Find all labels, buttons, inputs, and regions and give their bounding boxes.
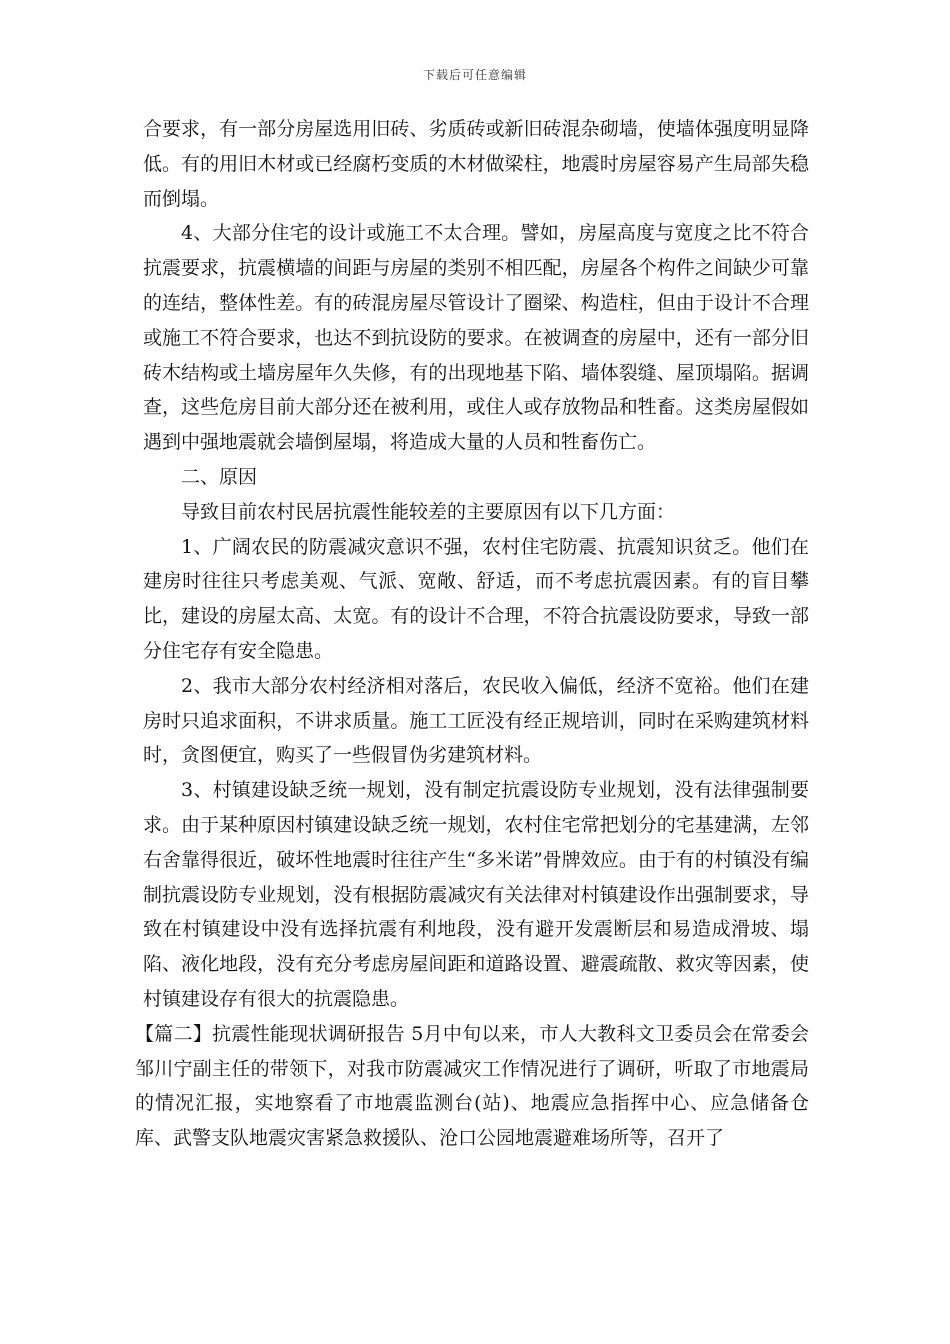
paragraph-point-4: 4、大部分住宅的设计或施工不太合理。譬如，房屋高度与宽度之比不符合抗震要求，抗震横墙的间距与房屋的类别不相匹配，房屋各个构件之间缺少可靠的连结，整体性差。有的砖混房屋尽管设计了圈梁、构造柱，但由于设计不合理或施工不符合要求，也达不到抗设防的要求。在被调查的房屋中，还有一部分旧砖木结构或土墙房屋年久失修，有的出现地基下陷、墙体裂缝、屋顶塌陷。据调查，这些危房目前大部分还在被利用，或住人或存放物品和牲畜。这类房屋假如遇到中强地震就会墙倒屋塌，将造成大量的人员和牲畜伤亡。 <box>143 222 809 454</box>
paragraph-part-two: 【篇二】抗震性能现状调研报告 5月中旬以来，市人大教科文卫委员会在常委会邹川宁副主任的带领下，对我市防震减灾工作情况进行了调研，听取了市地震局的情况汇报，实地察看了市地震监测台(站)、地震应急指挥中心、应急储备仓库、武警支队地震灾害紧急救援队、沧口公园地震避难场所等，召开了 <box>135 1022 809 1150</box>
paragraph-cause-2: 2、我市大部分农村经济相对落后，农民收入偏低，经济不宽裕。他们在建房时只追求面积，不讲求质量。施工工匠没有经正规培训，同时在采购建筑材料时，贪图便宜，购买了一些假冒伪劣建筑材料。 <box>143 674 809 767</box>
section-heading-causes: 二、原因 <box>181 465 258 488</box>
paragraph-causes-intro: 导致目前农村民居抗震性能较差的主要原因有以下几方面： <box>181 500 676 523</box>
paragraph-continuation: 合要求，有一部分房屋选用旧砖、劣质砖或新旧砖混杂砌墙，使墙体强度明显降低。有的用旧木材或已经腐朽变质的木材做梁柱，地震时房屋容易产生局部失稳而倒塌。 <box>143 118 809 210</box>
paragraph-cause-1: 1、广阔农民的防震减灾意识不强，农村住宅防震、抗震知识贫乏。他们在建房时往往只考虑美观、气派、宽敞、舒适，而不考虑抗震因素。有的盲目攀比，建设的房屋太高、太宽。有的设计不合理，不符合抗震设防要求，导致一部分住宅存有安全隐患。 <box>143 535 809 662</box>
paragraph-cause-3: 3、村镇建设缺乏统一规划，没有制定抗震设防专业规划，没有法律强制要求。由于某种原因村镇建设缺乏统一规划，农村住宅常把划分的宅基建满，左邻右舍靠得很近，破坏性地震时往往产生“多米诺”骨牌效应。由于有的村镇没有编制抗震设防专业规划，没有根据防震减灾有关法律对村镇建设作出强制要求，导致在村镇建设中没有选择抗震有利地段，没有避开发震断层和易造成滑坡、塌陷、液化地段，没有充分考虑房屋间距和道路设置、避震疏散、救灾等因素，使村镇建设存有很大的抗震隐患。 <box>143 779 809 1010</box>
page-header-note: 下载后可任意编辑 <box>422 68 527 82</box>
document-body <box>135 112 809 1156</box>
